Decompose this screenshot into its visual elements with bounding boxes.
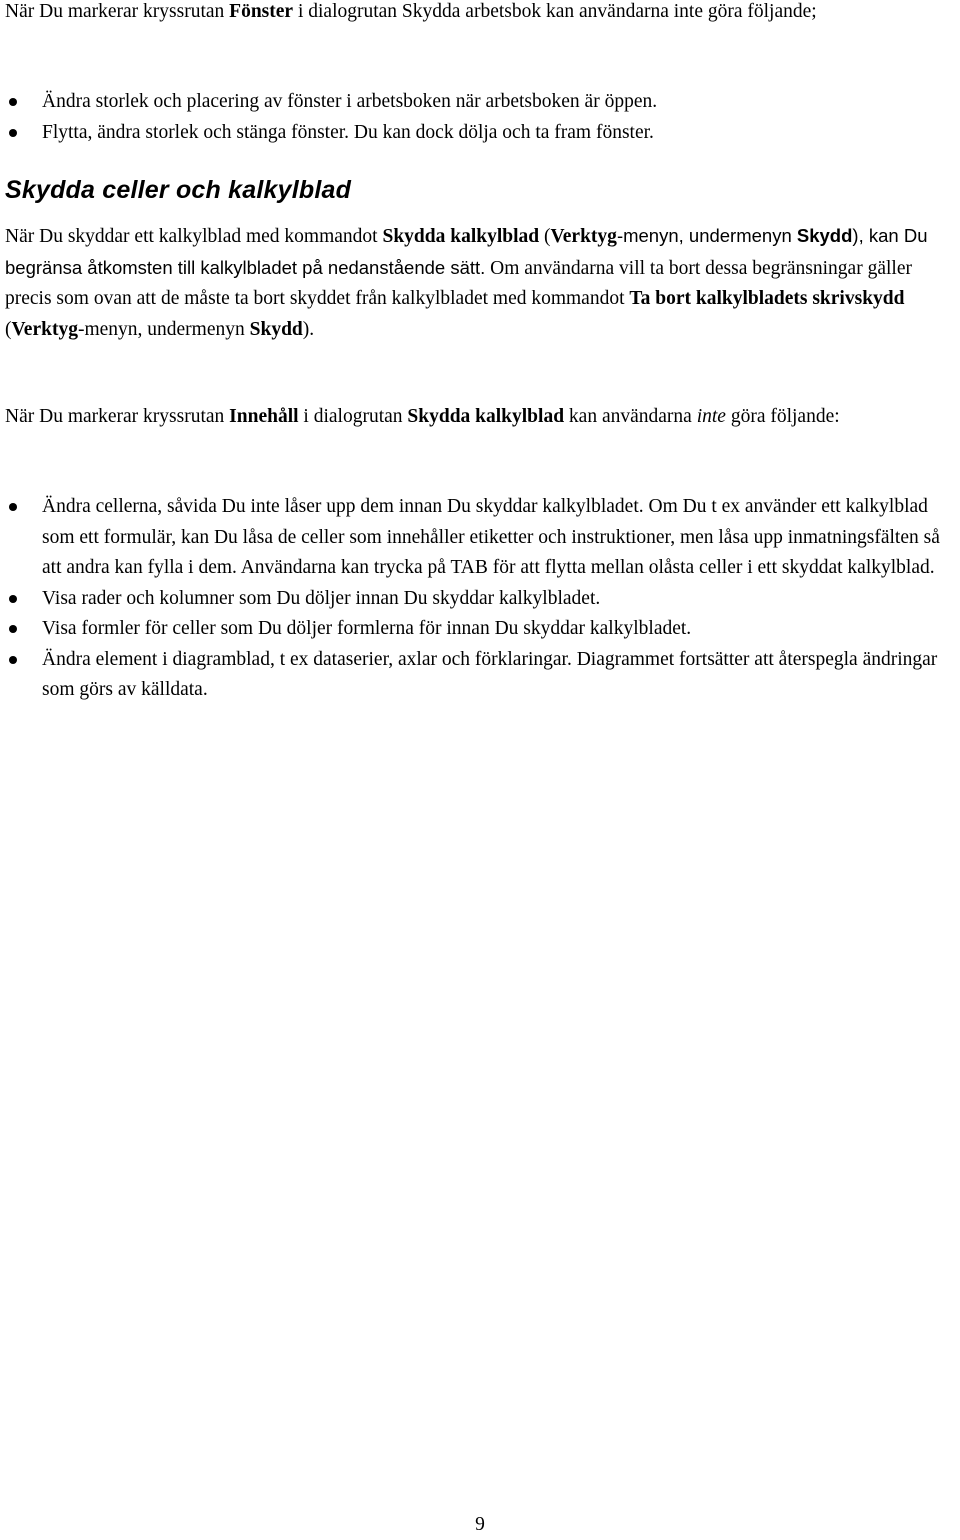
list-item: [5, 645, 955, 706]
list-item: [5, 584, 955, 615]
text-span: ).: [302, 318, 315, 340]
list-item: [5, 87, 955, 118]
bullet-icon: [9, 503, 17, 511]
text-span: göra följande:: [725, 406, 840, 427]
protect-sheet-paragraph: [5, 221, 955, 345]
list-item-text: Ändra storlek och placering av fönster i arbetsboken när arbetsboken är öppen.: [42, 91, 658, 112]
emphasis-word: inte: [696, 406, 726, 427]
text-span: -menyn, undermenyn: [616, 225, 797, 246]
list-item: [5, 492, 955, 584]
page-number: 9: [475, 1514, 485, 1535]
window-restrictions-list: [5, 87, 955, 148]
dialog-name: Skydda kalkylblad: [407, 406, 565, 427]
text-span: Om användarna vill ta bort dessa begränsningar gäller precis som ovan att de måste ta bort skyddet från kalkylbladet med kommandot: [5, 257, 912, 309]
list-item-text: Ändra cellerna, såvida Du inte låser upp dem innan Du skyddar kalkylbladet. Om Du t ex använder ett kalkylblad som ett formulär, kan Du låsa de celler som innehåller etiketter och instruktioner, men låsa upp inmatningsfälten så att andra kan fylla i dem. Användarna kan trycka på TAB för att flytta mellan olåsta celler i ett skyddat kalkylblad.: [42, 496, 940, 578]
text-span: ), kan Du begränsa åtkomsten till kalkylbladet på nedanstående sätt.: [5, 225, 928, 278]
text-span: När Du markerar kryssrutan: [5, 406, 230, 427]
list-item-text: Visa formler för celler som Du döljer formlerna för innan Du skyddar kalkylbladet.: [42, 618, 692, 639]
menu-name: Verktyg: [550, 226, 617, 247]
intro-paragraph: [5, 0, 955, 28]
intro-bold-term: Fönster: [229, 1, 294, 22]
section-heading: Skydda celler och kalkylblad: [5, 176, 352, 204]
bullet-icon: [9, 656, 17, 664]
list-item-text: Flytta, ändra storlek och stänga fönster. Du kan dock dölja och ta fram fönster.: [42, 121, 654, 143]
text-span: i dialogrutan: [298, 406, 408, 427]
bullet-icon: [9, 625, 17, 633]
text-span: När Du skyddar ett kalkylblad med kommandot: [5, 226, 383, 247]
intro-text-end: i dialogrutan Skydda arbetsbok kan användarna inte göra följande;: [293, 1, 817, 22]
text-span: (: [5, 318, 12, 340]
checkbox-name: Innehåll: [229, 406, 299, 427]
bullet-icon: [9, 129, 17, 137]
intro-text: När Du markerar kryssrutan: [5, 1, 230, 22]
list-item: [5, 614, 955, 645]
content-checkbox-paragraph: [5, 402, 955, 433]
submenu-name: Skydd: [249, 318, 303, 340]
menu-name: Verktyg: [11, 318, 78, 340]
text-span: kan användarna: [564, 406, 697, 427]
text-span: -menyn, undermenyn: [77, 318, 250, 340]
text-span: (: [539, 226, 551, 247]
submenu-name: Skydd: [796, 225, 853, 246]
list-item-text: Visa rader och kolumner som Du döljer innan Du skyddar kalkylbladet.: [42, 587, 601, 609]
content-restrictions-list: [5, 492, 955, 706]
bullet-icon: [9, 98, 17, 106]
list-item-text: Ändra element i diagramblad, t ex dataserier, axlar och förklaringar. Diagrammet fortsätter att återspegla ändringar som görs av källdata.: [42, 648, 938, 700]
bullet-icon: [9, 595, 17, 603]
list-item: [5, 118, 955, 149]
command-name: Skydda kalkylblad: [382, 226, 540, 247]
command-name: Ta bort kalkylbladets skrivskydd: [629, 288, 905, 309]
